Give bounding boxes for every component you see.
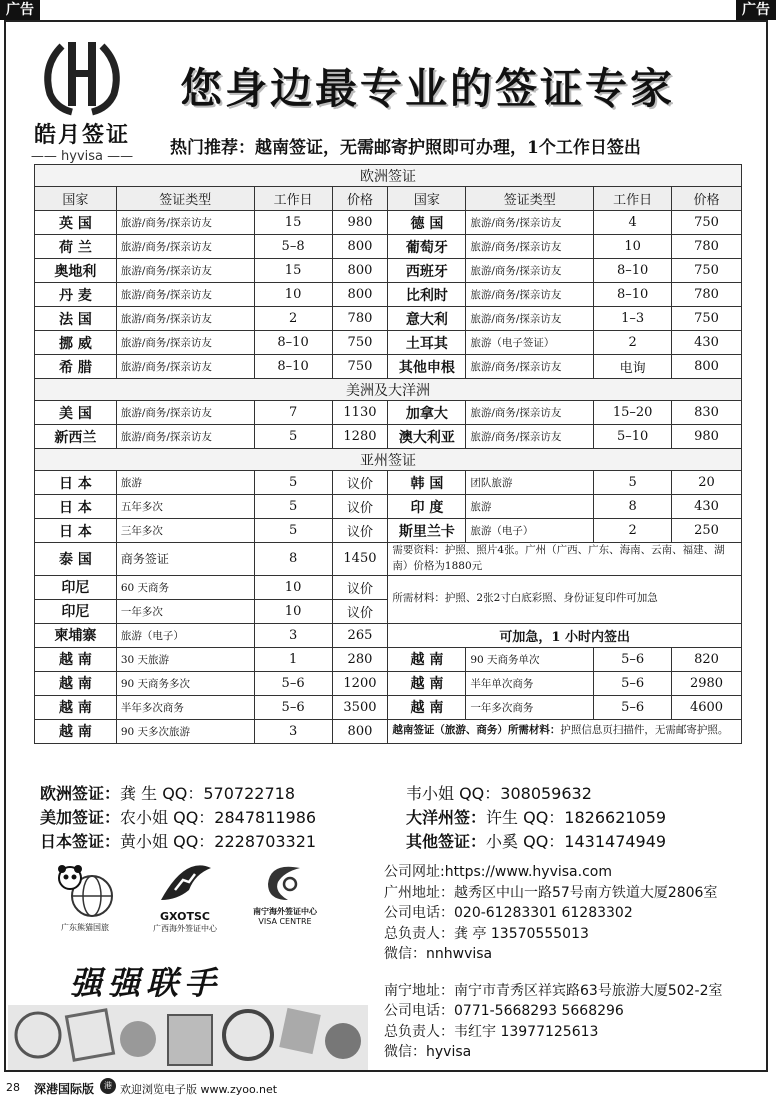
column-header: 国家: [388, 187, 466, 211]
swirl-emblem-icon: [260, 860, 310, 904]
column-header: 国家: [35, 187, 117, 211]
urgent-note: 可加急，1 小时内签出: [388, 623, 742, 647]
cell-price: 议价: [332, 575, 388, 599]
cell-country: 越 南: [388, 647, 466, 671]
cell-price: 780: [672, 283, 742, 307]
cell-price: 800: [332, 283, 388, 307]
table-row: [35, 283, 742, 307]
guangzhou-manager: 总负责人：龚 亭 13570555013: [384, 925, 589, 942]
cell-work-days: 10: [254, 575, 332, 599]
cell-work-days: 5–6: [594, 695, 672, 719]
guangzhou-address: 广州地址：越秀区中山一路57号南方铁道大厦2806室: [384, 884, 718, 901]
cell-work-days: 1: [254, 647, 332, 671]
cell-visa-type: 旅游/商务/探亲访友: [116, 355, 254, 379]
logo-name: 皓月签证: [33, 122, 130, 148]
cell-price: 3500: [332, 695, 388, 719]
cell-country: 越 南: [388, 695, 466, 719]
panda-globe-icon: [50, 860, 120, 920]
cell-country: 韩 国: [388, 471, 466, 495]
cell-country: 越 南: [35, 671, 117, 695]
thai-note: 需要资料：护照、照片4张。广州（广西、广东、海南、云南、福建、湖南）价格为1880元: [388, 543, 742, 576]
cell-price: 20: [672, 471, 742, 495]
section-title: 美洲及大洋洲: [35, 379, 742, 401]
cell-visa-type: 旅游（电子签证）: [466, 331, 594, 355]
contact-label: 美加签证：: [40, 808, 121, 827]
cell-work-days: 电询: [594, 355, 672, 379]
cell-visa-type: 旅游/商务/探亲访友: [466, 211, 594, 235]
passport-stamps-icon: [8, 995, 368, 1070]
cell-visa-type: 团队旅游: [466, 471, 594, 495]
cell-country: 印尼: [35, 575, 117, 599]
cell-work-days: 2: [594, 519, 672, 543]
cell-visa-type: 一年多次商务: [466, 695, 594, 719]
vietnam-note: [388, 719, 742, 743]
cell-price: 800: [332, 235, 388, 259]
contact-value-2: 小奚 QQ：1431474949: [486, 832, 667, 851]
cell-work-days: 5–6: [594, 671, 672, 695]
cell-work-days: 8: [254, 543, 332, 576]
horse-emblem-icon: [155, 860, 215, 908]
table-row: [35, 425, 742, 449]
nanning-address: 南宁地址：南宁市青秀区祥宾路63号旅游大厦502-2室: [384, 982, 723, 999]
nanning-manager: 总负责人：韦红宇 13977125613: [384, 1023, 599, 1040]
cell-work-days: 8: [594, 495, 672, 519]
cell-visa-type: 旅游（电子）: [466, 519, 594, 543]
cell-visa-type: 旅游/商务/探亲访友: [116, 259, 254, 283]
cell-country: 挪 威: [35, 331, 117, 355]
contact-value: 龚 生 QQ：570722718: [120, 784, 295, 803]
cell-price: 2980: [672, 671, 742, 695]
cell-work-days: 5–10: [594, 425, 672, 449]
section-row: [35, 165, 742, 187]
cell-visa-type: 旅游/商务/探亲访友: [466, 401, 594, 425]
contact-label-2: 其他签证：: [406, 832, 487, 851]
cell-visa-type: 旅游/商务/探亲访友: [466, 235, 594, 259]
cell-price: 1130: [332, 401, 388, 425]
cell-visa-type: 旅游/商务/探亲访友: [116, 307, 254, 331]
cell-price: 1280: [332, 425, 388, 449]
nanning-wechat: 微信：hyvisa: [384, 1044, 472, 1060]
cell-country: 越 南: [388, 671, 466, 695]
table-row: [35, 331, 742, 355]
cell-country: 越 南: [35, 647, 117, 671]
cell-price: 议价: [332, 519, 388, 543]
cell-country: 德 国: [388, 211, 466, 235]
cell-visa-type: 旅游/商务/探亲访友: [116, 283, 254, 307]
partner-logos: [40, 860, 360, 960]
table-row: [35, 211, 742, 235]
table-row: [35, 647, 742, 671]
visa-price-table: [34, 164, 742, 744]
table-row: [35, 471, 742, 495]
cell-work-days: 5–6: [594, 647, 672, 671]
cell-price: 1450: [332, 543, 388, 576]
company-info: [384, 862, 723, 1063]
cell-visa-type: 一年多次: [116, 599, 254, 623]
header-row: [35, 187, 742, 211]
cell-price: 议价: [332, 599, 388, 623]
cell-country: 日 本: [35, 519, 117, 543]
cell-work-days: 15–20: [594, 401, 672, 425]
vietnam-note-title: 越南签证（旅游、商务）所需材料：: [392, 724, 561, 737]
cell-country: 荷 兰: [35, 235, 117, 259]
cell-work-days: 5: [254, 471, 332, 495]
cell-price: 265: [332, 623, 388, 647]
cell-visa-type: 旅游/商务/探亲访友: [116, 425, 254, 449]
cell-visa-type: 旅游/商务/探亲访友: [466, 259, 594, 283]
cell-visa-type: 旅游/商务/探亲访友: [466, 307, 594, 331]
cell-price: 议价: [332, 471, 388, 495]
cell-price: 250: [672, 519, 742, 543]
page-footer: [0, 1074, 776, 1100]
cell-price: 800: [332, 719, 388, 743]
partner-panda: [40, 860, 130, 933]
cell-price: 750: [672, 259, 742, 283]
cell-price: 议价: [332, 495, 388, 519]
contact-value: 农小姐 QQ：2847811986: [120, 808, 317, 827]
company-website: 公司网址:https://www.hyvisa.com: [384, 864, 612, 880]
cell-work-days: 15: [254, 211, 332, 235]
table-row: [35, 623, 742, 647]
cell-work-days: 5–6: [254, 671, 332, 695]
cell-visa-type: 旅游/商务/探亲访友: [466, 355, 594, 379]
cell-country: 新西兰: [35, 425, 117, 449]
ad-tag-left: 广告: [0, 0, 40, 20]
cell-country: 越 南: [35, 719, 117, 743]
cell-price: 430: [672, 331, 742, 355]
cell-price: 750: [672, 211, 742, 235]
cell-country: 柬埔寨: [35, 623, 117, 647]
cell-country: 泰 国: [35, 543, 117, 576]
contact-label: 日本签证：: [40, 832, 121, 851]
table-row: [35, 355, 742, 379]
cell-visa-type: 90 天多次旅游: [116, 719, 254, 743]
vietnam-note-text: 护照信息页扫描件，无需邮寄护照。: [560, 724, 729, 737]
cell-country: 希 腊: [35, 355, 117, 379]
partner-gxotsc-name: GXOTSC: [160, 910, 210, 923]
cell-work-days: 3: [254, 719, 332, 743]
column-header: 价格: [332, 187, 388, 211]
cell-work-days: 3: [254, 623, 332, 647]
cell-country: 奥地利: [35, 259, 117, 283]
cell-work-days: 5–6: [254, 695, 332, 719]
cell-price: 1200: [332, 671, 388, 695]
contact-value-2: 韦小姐 QQ：308059632: [406, 784, 592, 803]
ad-tag-right: 广告: [736, 0, 776, 20]
cell-work-days: 2: [254, 307, 332, 331]
cell-visa-type: 旅游/商务/探亲访友: [116, 331, 254, 355]
cell-visa-type: 旅游（电子）: [116, 623, 254, 647]
cell-country: 英 国: [35, 211, 117, 235]
cell-visa-type: 半年单次商务: [466, 671, 594, 695]
cell-country: 意大利: [388, 307, 466, 331]
cell-visa-type: 90 天商务单次: [466, 647, 594, 671]
section-row: [35, 449, 742, 471]
partner-nanning-name: 南宁海外签证中心: [253, 907, 317, 916]
column-header: 工作日: [254, 187, 332, 211]
contact-value-2: 许生 QQ：1826621059: [486, 808, 667, 827]
cell-country: 日 本: [35, 471, 117, 495]
partner-nanning: [240, 860, 330, 926]
logo-subtitle: —— hyvisa ——: [30, 149, 134, 164]
table-row: [35, 719, 742, 743]
company-logo: [22, 36, 142, 164]
cell-work-days: 5–8: [254, 235, 332, 259]
cell-work-days: 5: [254, 519, 332, 543]
cell-work-days: 8–10: [594, 283, 672, 307]
cell-work-days: 2: [594, 331, 672, 355]
cell-price: 980: [332, 211, 388, 235]
cell-work-days: 8–10: [594, 259, 672, 283]
cell-country: 葡萄牙: [388, 235, 466, 259]
section-title: 欧洲签证: [35, 165, 742, 187]
hot-recommendation: 热门推荐：越南签证，无需邮寄护照即可办理，1个工作日签出: [170, 138, 641, 158]
cell-work-days: 8–10: [254, 331, 332, 355]
contact-label: 欧洲签证：: [40, 784, 121, 803]
cell-country: 丹 麦: [35, 283, 117, 307]
cell-country: 越 南: [35, 695, 117, 719]
cell-work-days: 5: [254, 425, 332, 449]
footer-badge-icon: 港: [100, 1078, 116, 1094]
cell-price: 750: [672, 307, 742, 331]
cell-price: 780: [332, 307, 388, 331]
cell-visa-type: 90 天商务多次: [116, 671, 254, 695]
cell-work-days: 10: [594, 235, 672, 259]
cell-visa-type: 60 天商务: [116, 575, 254, 599]
nanning-phone: 公司电话：0771-5668293 5668296: [384, 1003, 624, 1019]
cell-price: 750: [332, 355, 388, 379]
cell-price: 980: [672, 425, 742, 449]
table-row: [35, 259, 742, 283]
cell-work-days: 10: [254, 599, 332, 623]
cell-country: 澳大利亚: [388, 425, 466, 449]
cell-visa-type: 旅游/商务/探亲访友: [116, 235, 254, 259]
cell-country: 加拿大: [388, 401, 466, 425]
cell-price: 4600: [672, 695, 742, 719]
partner-panda-name: 广东熊猫国旅: [61, 923, 109, 932]
cell-price: 280: [332, 647, 388, 671]
partner-nanning-sub: VISA CENTRE: [258, 917, 312, 926]
section-row: [35, 379, 742, 401]
cell-country: 印尼: [35, 599, 117, 623]
cell-country: 印 度: [388, 495, 466, 519]
cell-visa-type: 30 天旅游: [116, 647, 254, 671]
cell-work-days: 5: [594, 471, 672, 495]
cell-work-days: 8–10: [254, 355, 332, 379]
cell-work-days: 4: [594, 211, 672, 235]
table-row: [35, 307, 742, 331]
cell-country: 比利时: [388, 283, 466, 307]
table-row: [35, 401, 742, 425]
contact-value: 黄小姐 QQ：2228703321: [120, 832, 317, 851]
guangzhou-wechat: 微信：nnhwvisa: [384, 946, 493, 962]
cell-price: 820: [672, 647, 742, 671]
table-row: [35, 671, 742, 695]
cell-work-days: 1–3: [594, 307, 672, 331]
cell-visa-type: 三年多次: [116, 519, 254, 543]
cell-country: 法 国: [35, 307, 117, 331]
table-row: [35, 235, 742, 259]
cell-country: 斯里兰卡: [388, 519, 466, 543]
cell-visa-type: 旅游/商务/探亲访友: [466, 283, 594, 307]
page-number: 28: [6, 1081, 20, 1094]
column-header: 工作日: [594, 187, 672, 211]
slogan: 强强联手: [70, 964, 223, 1002]
table-row: [35, 519, 742, 543]
cell-price: 780: [672, 235, 742, 259]
cell-work-days: 7: [254, 401, 332, 425]
cell-visa-type: 旅游/商务/探亲访友: [466, 425, 594, 449]
cell-visa-type: 旅游: [466, 495, 594, 519]
table-row: [35, 575, 742, 599]
cell-visa-type: 旅游: [116, 471, 254, 495]
footer-brand: 深港国际版: [34, 1082, 95, 1096]
partner-gxotsc-sub: 广西海外签证中心: [153, 924, 217, 933]
cell-price: 430: [672, 495, 742, 519]
column-header: 签证类型: [466, 187, 594, 211]
contact-label-2: 大洋州签：: [406, 808, 487, 827]
column-header: 价格: [672, 187, 742, 211]
section-title: 亚州签证: [35, 449, 742, 471]
visa-stamps-collage: [8, 995, 368, 1070]
table-row: [35, 543, 742, 576]
table-row: [35, 495, 742, 519]
cell-visa-type: 五年多次: [116, 495, 254, 519]
cell-price: 800: [332, 259, 388, 283]
indonesia-note: 所需材料：护照、2张2寸白底彩照、身份证复印件可加急: [388, 575, 742, 623]
cell-visa-type: 旅游/商务/探亲访友: [116, 211, 254, 235]
column-header: 签证类型: [116, 187, 254, 211]
table-row: [35, 695, 742, 719]
cell-price: 800: [672, 355, 742, 379]
hyvisa-logo-icon: [32, 36, 132, 116]
cell-price: 830: [672, 401, 742, 425]
cell-work-days: 5: [254, 495, 332, 519]
guangzhou-phone: 公司电话：020-61283301 61283302: [384, 905, 633, 921]
cell-work-days: 15: [254, 259, 332, 283]
cell-country: 西班牙: [388, 259, 466, 283]
cell-visa-type: 商务签证: [116, 543, 254, 576]
cell-country: 日 本: [35, 495, 117, 519]
cell-country: 美 国: [35, 401, 117, 425]
cell-country: 土耳其: [388, 331, 466, 355]
cell-work-days: 10: [254, 283, 332, 307]
cell-visa-type: 半年多次商务: [116, 695, 254, 719]
footer-link: 欢迎浏览电子版 www.zyoo.net: [120, 1083, 278, 1096]
cell-visa-type: 旅游/商务/探亲访友: [116, 401, 254, 425]
partner-gxotsc: [145, 860, 225, 934]
cell-price: 750: [332, 331, 388, 355]
cell-country: 其他申根: [388, 355, 466, 379]
headline: 您身边最专业的签证专家: [180, 64, 676, 113]
